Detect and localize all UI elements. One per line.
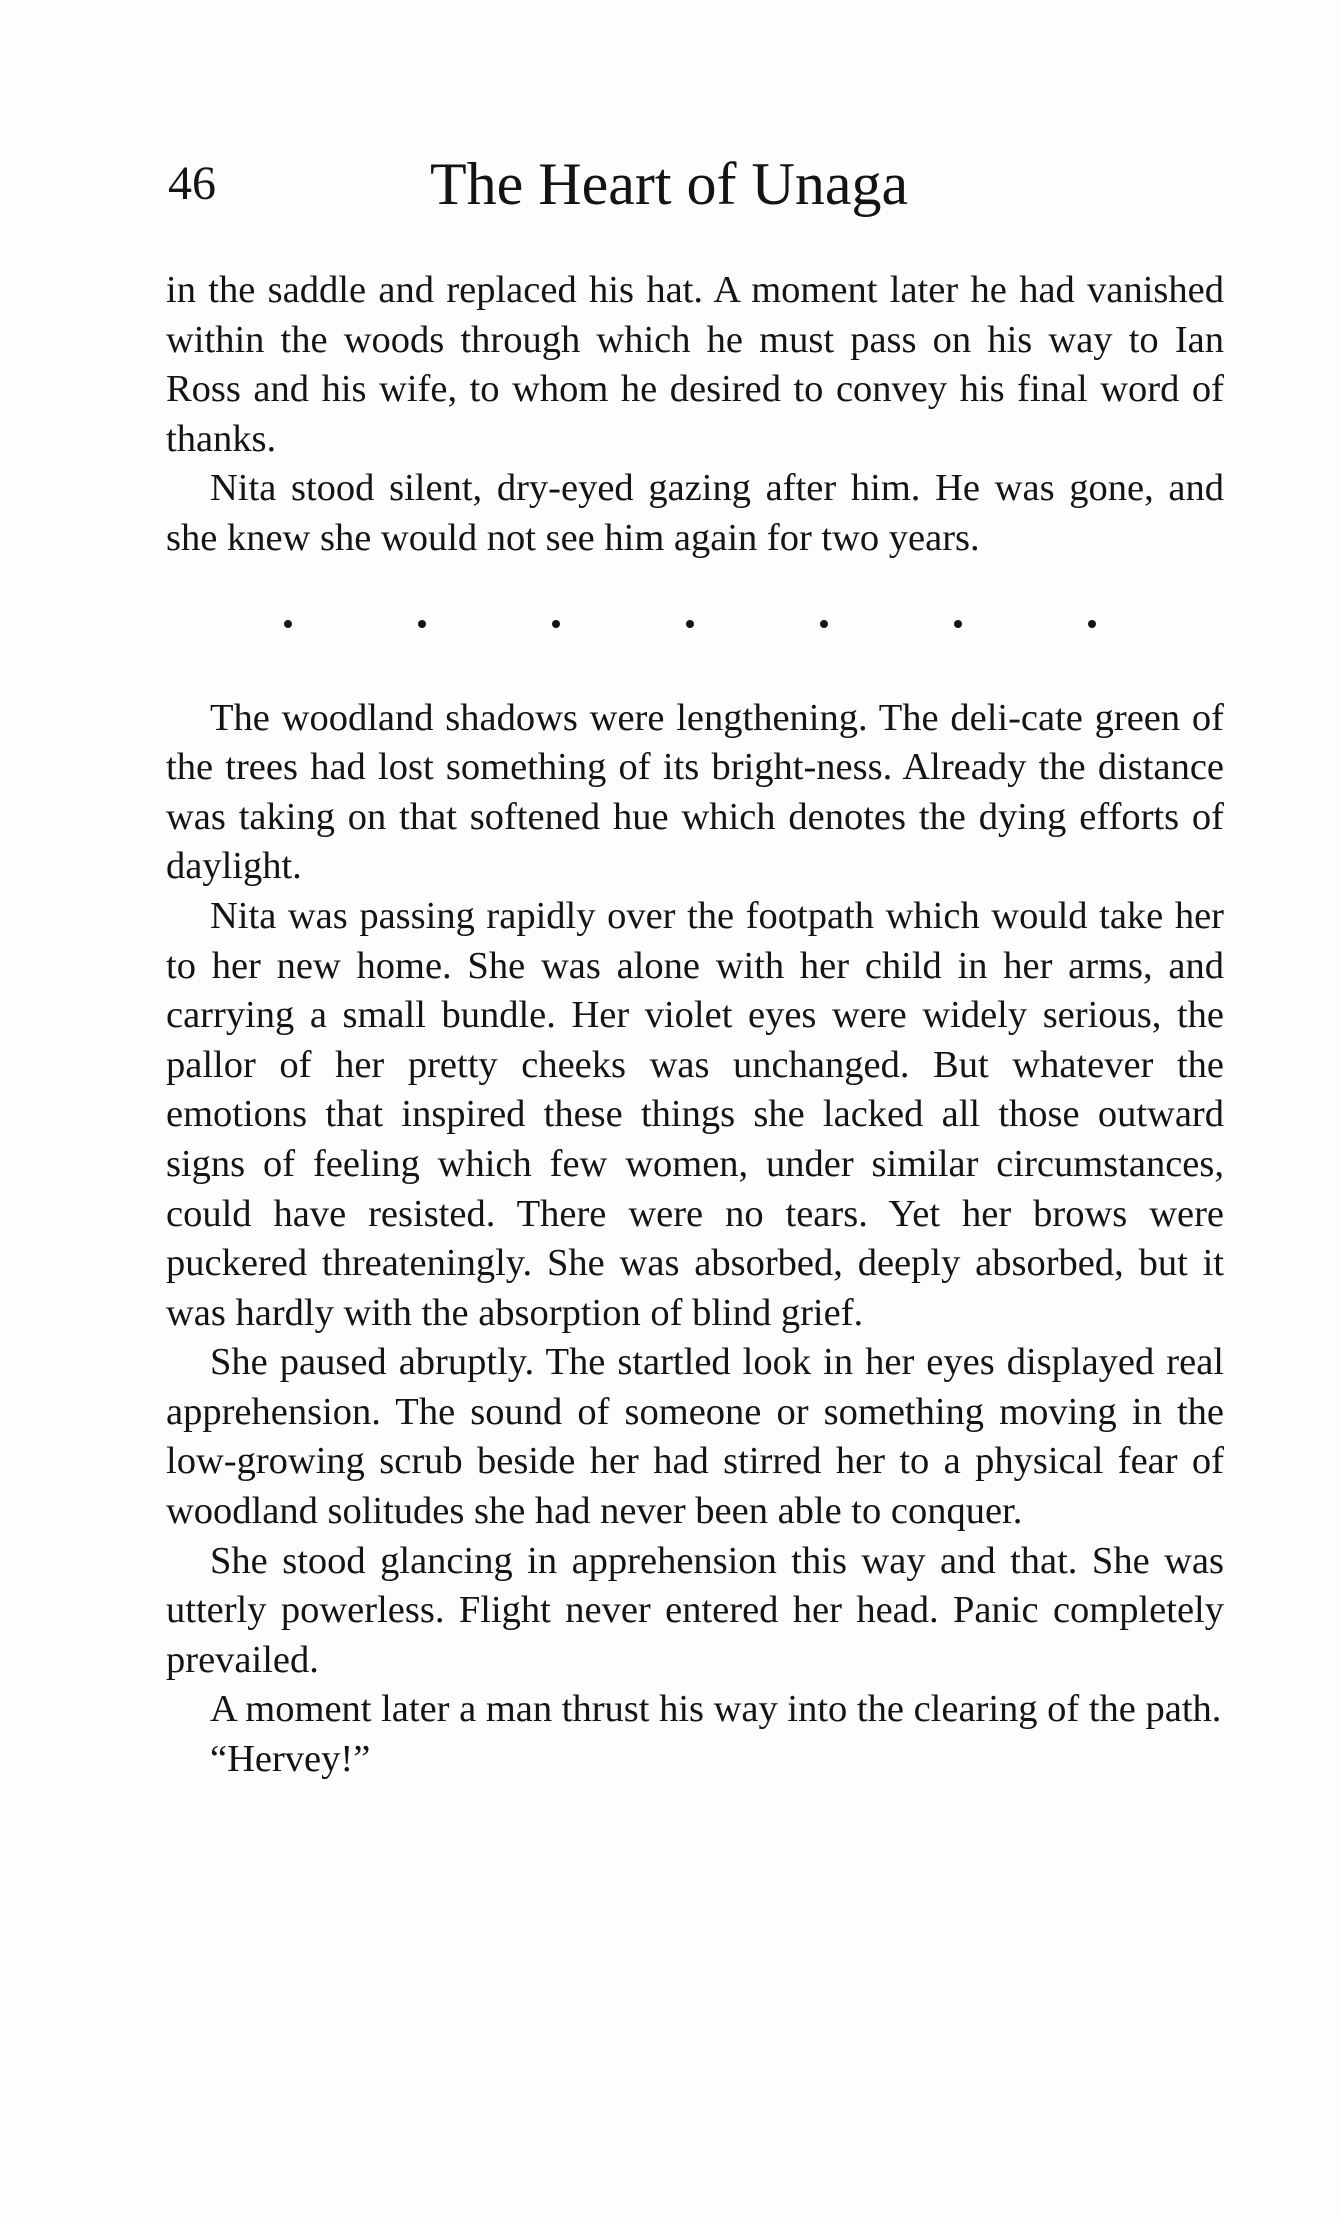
paragraph-2: Nita stood silent, dry-eyed gazing after him. He was gone, and she knew she would not see him again for two years. xyxy=(166,467,1224,559)
section-break-dot xyxy=(418,620,426,628)
paragraph-5: She paused abruptly. The startled look in her eyes displayed real apprehension. The sound of someone or something moving in the low-growing scrub beside her had stirred her to a physical fear of woodland solitudes she had never been able to conquer. xyxy=(166,1341,1224,1533)
paragraph-3: The woodland shadows were lengthening. The deli-cate green of the trees had lost something of its bright-ness. Already the distance was taking on that softened hue which denotes the dying efforts of daylight. xyxy=(166,696,1224,888)
section-break-dot xyxy=(552,620,560,628)
section-break-dot xyxy=(820,620,828,628)
body-text xyxy=(166,266,1224,1785)
paragraph-7: A moment later a man thrust his way into the clearing of the path. xyxy=(210,1688,1222,1731)
paragraph-8: “Hervey!” xyxy=(210,1738,371,1781)
page-number: 46 xyxy=(168,157,216,210)
paragraph-4: Nita was passing rapidly over the footpath which would take her to her new home. She was alone with her child in her arms, and carrying a small bundle. Her violet eyes were widely serious, the pallor of her pretty cheeks was unchanged. But whatever the emotions that inspired these things she lacked all those outward signs of feeling which few women, under similar circumstances, could have resisted. There were no tears. Yet her brows were puckered threateningly. She was absorbed, deeply absorbed, but it was hardly with the absorption of blind grief. xyxy=(166,894,1224,1334)
paragraph-6: She stood glancing in apprehension this way and that. She was utterly powerless. Flight never entered her head. Panic completely prevailed. xyxy=(166,1539,1224,1681)
section-break-dot xyxy=(954,620,962,628)
section-break-dot xyxy=(1088,620,1096,628)
running-title: The Heart of Unaga xyxy=(430,151,909,217)
page-header xyxy=(168,150,988,230)
paragraph-1: in the saddle and replaced his hat. A moment later he had vanished within the woods through which he must pass on his way to Ian Ross and his wife, to whom he desired to convey his final word of thanks. xyxy=(166,269,1224,460)
section-break-dot xyxy=(686,620,694,628)
section-break-dot xyxy=(284,620,292,628)
section-break xyxy=(166,564,1224,694)
